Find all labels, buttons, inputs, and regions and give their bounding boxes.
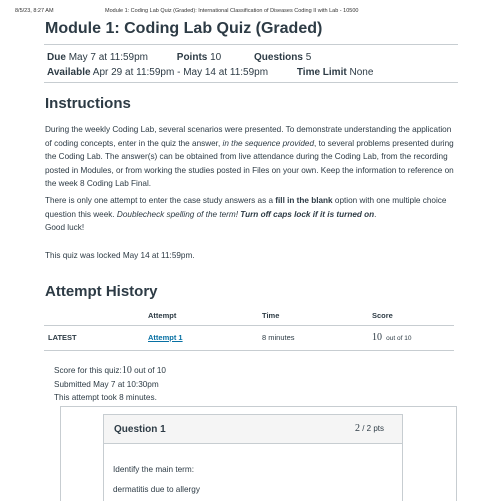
due-value: May 7 at 11:59pm (68, 52, 148, 63)
questions-label: Questions (254, 52, 303, 63)
divider (44, 82, 458, 83)
attempt-history-heading: Attempt History (45, 283, 158, 300)
attempt-history-table (44, 307, 454, 351)
submitted-line: Submitted May 7 at 10:30pm (54, 379, 159, 389)
instructions-heading: Instructions (45, 95, 131, 112)
points-label: Points (176, 52, 208, 63)
divider (44, 44, 458, 45)
column-header: Time (258, 307, 368, 326)
attempt-score: 10 out of 10 (368, 326, 454, 351)
attempt-link[interactable]: Attempt 1 (148, 333, 183, 342)
question-context: dermatitis due to allergy (113, 485, 200, 494)
latest-label: LATEST (44, 326, 144, 351)
table-row (44, 326, 454, 351)
quiz-meta-row-1 (47, 52, 311, 63)
question-card (103, 414, 403, 501)
column-header: Attempt (144, 307, 258, 326)
attempt-time: 8 minutes (258, 326, 368, 351)
available-label: Available (47, 67, 91, 78)
instructions-paragraph-1: During the weekly Coding Lab, several scenarios were presented. To demonstrate understanding the application of coding concepts, enter in the quiz the answer, in the sequence provided, to several problems presented during the Coding Lab. The answer(s) can be obtained from live attendance during the Coding Lab, from the recording posted in Modules, or from working the studies posted in Files on your own. Keep the information to reference on the week 8 Coding Lab Final. (45, 125, 454, 188)
questions-value: 5 (305, 52, 312, 63)
time-limit-value: None (349, 67, 374, 78)
question-header (104, 415, 402, 444)
due-label: Due (47, 52, 66, 63)
question-title: Question 1 (114, 424, 166, 435)
page-title: Module 1: Coding Lab Quiz (Graded) (45, 20, 323, 37)
print-title: Module 1: Coding Lab Quiz (Graded): International Classification of Diseases Coding II with Lab - 10500 (105, 8, 359, 14)
instructions-paragraph-2: There is only one attempt to enter the case study answers as a fill in the blank option with one multiple choice question this week. Doublecheck spelling of the term! Turn off caps lock if it is turned on. Good luck! (45, 196, 447, 232)
duration-line: This attempt took 8 minutes. (54, 393, 157, 402)
points-value: 10 (210, 52, 222, 63)
time-limit-label: Time Limit (296, 67, 347, 78)
column-header (44, 307, 144, 326)
print-date: 8/5/23, 8:27 AM (15, 8, 54, 14)
column-header: Score (368, 307, 454, 326)
result-summary (54, 364, 166, 405)
locked-notice: This quiz was locked May 14 at 11:59pm. (45, 251, 195, 260)
question-prompt: Identify the main term: (113, 465, 194, 474)
available-value: Apr 29 at 11:59pm - May 14 at 11:59pm (92, 67, 269, 78)
table-header-row (44, 307, 454, 326)
question-points: 2 / 2 pts (354, 423, 384, 434)
quiz-meta-row-2 (47, 67, 373, 78)
score-line: Score for this quiz:10 out of 10 (54, 365, 166, 376)
